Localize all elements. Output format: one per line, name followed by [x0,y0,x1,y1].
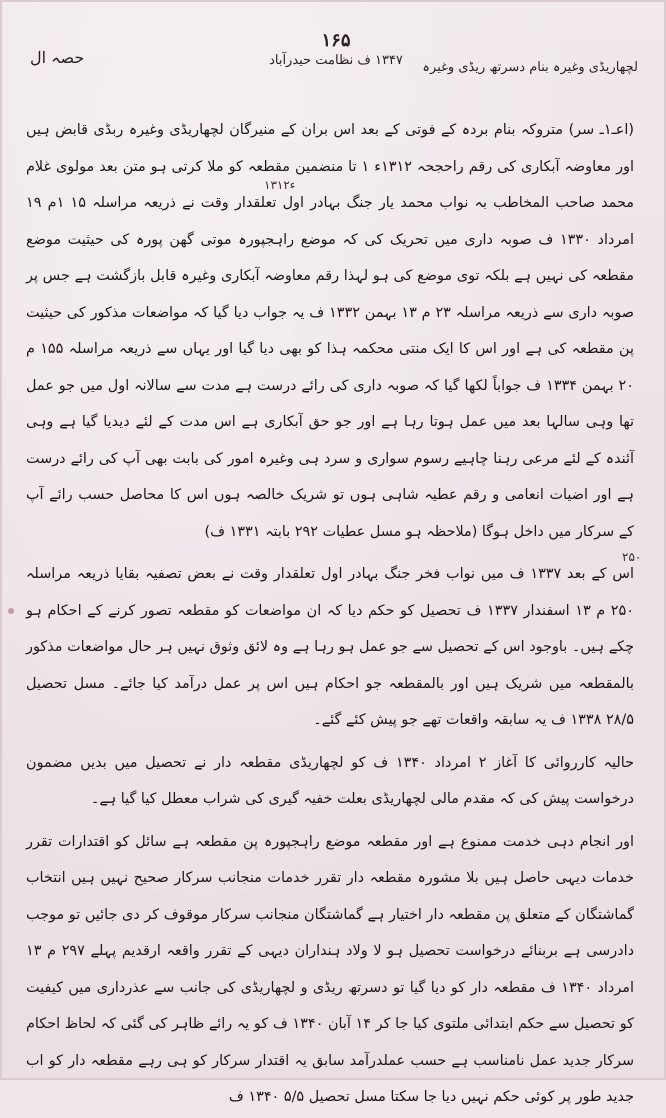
header-subtitle: ۱۳۴۷ ف نظامت حیدرآباد [269,53,403,68]
paragraph-3: حالیہ کارروائی کا آغاز ۲ امرداد ۱۳۴۰ ف کو لچھاریڈی مقطعہ دار نے تحصیل میں بدیں مضمون درخواست پیش کی کہ مقدم مالی لچھاریڈی بعلت خفیہ گیری کی شراب معطل کیا گیا ہے۔ [26,754,634,807]
case-title: لچھاریڈی وغیرہ بنام دسرتھ ریڈی وغیرہ [422,60,638,75]
paragraph-4: اور انجام دہی خدمت ممنوع ہے اور مقطعہ موضع راہجپورہ پن مقطعہ ہے سائل کو اقتدارات تقرر خدمات دیہی حاصل ہیں بلا مشورہ مقطعہ دار تقرر خدمات منجانب سرکار صحیح نہیں ہیں انتخاب گماشتگان کے متعلق پن مقطعہ دار اختیار ہے گماشتگان منجانب سرکار موقوف کر دی جائیں تو موجب دادرسی ہے بربنائے درخواست تحصیل ہو لا ولاد ہنداران دیہی کے تقرر واقعہ ارقدیم پہلے ۲۹۷ م ۱۳ امرداد ۱۳۴۰ ف مقطعہ دار کو دیا گیا تو دسرتھ ریڈی و لچھاریڈی کی جانب سے عذرداری میں کیفیت کو تحصیل سے حکم ابتدائی ملتوی کیا جا کر ۱۴ آبان ۱۳۴۰ ف کو یہ رائے ظاہر کی گئی کہ لحاظ احکام سرکار جدید عمل نامناسب ہے حسب عملدرآمد سابق یہ اقتدار سرکار کو ہی رہے مقطعہ دار کو اب جدید طور پر کوئی حکم نہیں دیا جا سکتا مسل تحصیل ۵/۵ ۱۳۴۰ ف [26,833,635,1105]
paragraph-2: اس کے بعد ۱۳۳۷ ف میں نواب فخر جنگ بہادر اول تعلقدار وقت نے بعض تصفیہ بقایا ذریعہ مراسلہ ۲۵۰ م ۱۳ اسفندار ۱۳۳۷ ف تحصیل کو حکم دیا کہ ان مواضعات کو مقطعہ تصور کرنے کے احکام ہو چکے ہیں۔ باوجود اس کے تحصیل سے جو عمل ہو رہا ہے وہ لائق وثوق نہیں ہر حال مواضعات مذکور بالمقطعہ میں شریک ہیں اور بالمقطعہ جو احکام ہیں اس پر عمل درآمد کیا جائے۔ مسل تحصیل ۲۸/۵ ۱۳۳۸ ف یہ سابقہ واقعات تھے جو پیش کئے گئے۔ [26,566,634,728]
paragraph-1: (اعـ۱ـ سر) متروکہ بنام بردہ کے فوتی کے بعد اس بران کے منیرگان لچھاریڈی وغیرہ ربڈی قابض ہیں اور معاوضہ آبکاری کی رقم راحجحہ ۱۳۱۲ء ۱ تا منضمین مقطعہ کو ملا کرتی ہو متن بعد مولوی غلام محمد صاحب المخاطب بہ نواب محمد یار جنگ بہادر اول تعلقدار وقت نے ذریعہ مراسلہ ۱۵ ۱م ۱۹ امرداد ۱۳۳۰ ف صوبہ داری میں تحریک کی کہ موضع راہجپورہ موتی گھن پورہ کی حیثیت موضع مقطعہ کی نہیں ہے بلکہ توی موضع کی ہو لہذا رقم معاوضہ آبکاری وغیرہ قابل بازگشت ہے جس پر صوبہ داری سے ذریعہ مراسلہ ۲۳ م ۱۳ بہمن ۱۳۳۲ ف یہ جواب دیا گیا کہ مواضعات مذکور کی حیثیت پن مقطعہ کی ہے اور اس کا ایک منتی محکمہ ہذا کو بھی دیا گیا اور یہاں سے ذریعہ مراسلہ ۱۵۵ م ۲۰ بہمن ۱۳۳۴ ف جواباً لکھا گیا کہ صوبہ داری کی رائے درست ہے مدت سے سالانہ اول میں جو عمل تھا وہی سالہا بعد میں عمل ہوتا رہا ہے اور جو حق آبکاری ہے اس مدت کے لئے دیدیا گیا ہے وہی آئندہ کے لئے مرعی رہنا چاہیے رسوم سواری و سرد ہی وغیرہ امور کی بابت بھی آپ کی رائے درست ہے اور اضیات انعامی و رقم عطیہ شاہی ہوں تو شریک خالصہ ہوں اس کا محاصل حسب رائے آپ کے سرکار میں داخل ہوگا (ملاحظہ ہو مسل عطیات ۲۹۲ بابتہ ۱۳۳۱ ف) [26,122,635,540]
page-number: ۱۶۵ [321,30,351,51]
page-header [26,30,640,90]
margin-number-note: ۲۵۰ [622,550,642,564]
section-label: حصہ ال [30,48,85,67]
header-center [236,30,436,68]
ink-stain [8,608,14,614]
margin-date-note: ۱۳۱۲ء [264,178,296,192]
document-body [26,112,634,1118]
